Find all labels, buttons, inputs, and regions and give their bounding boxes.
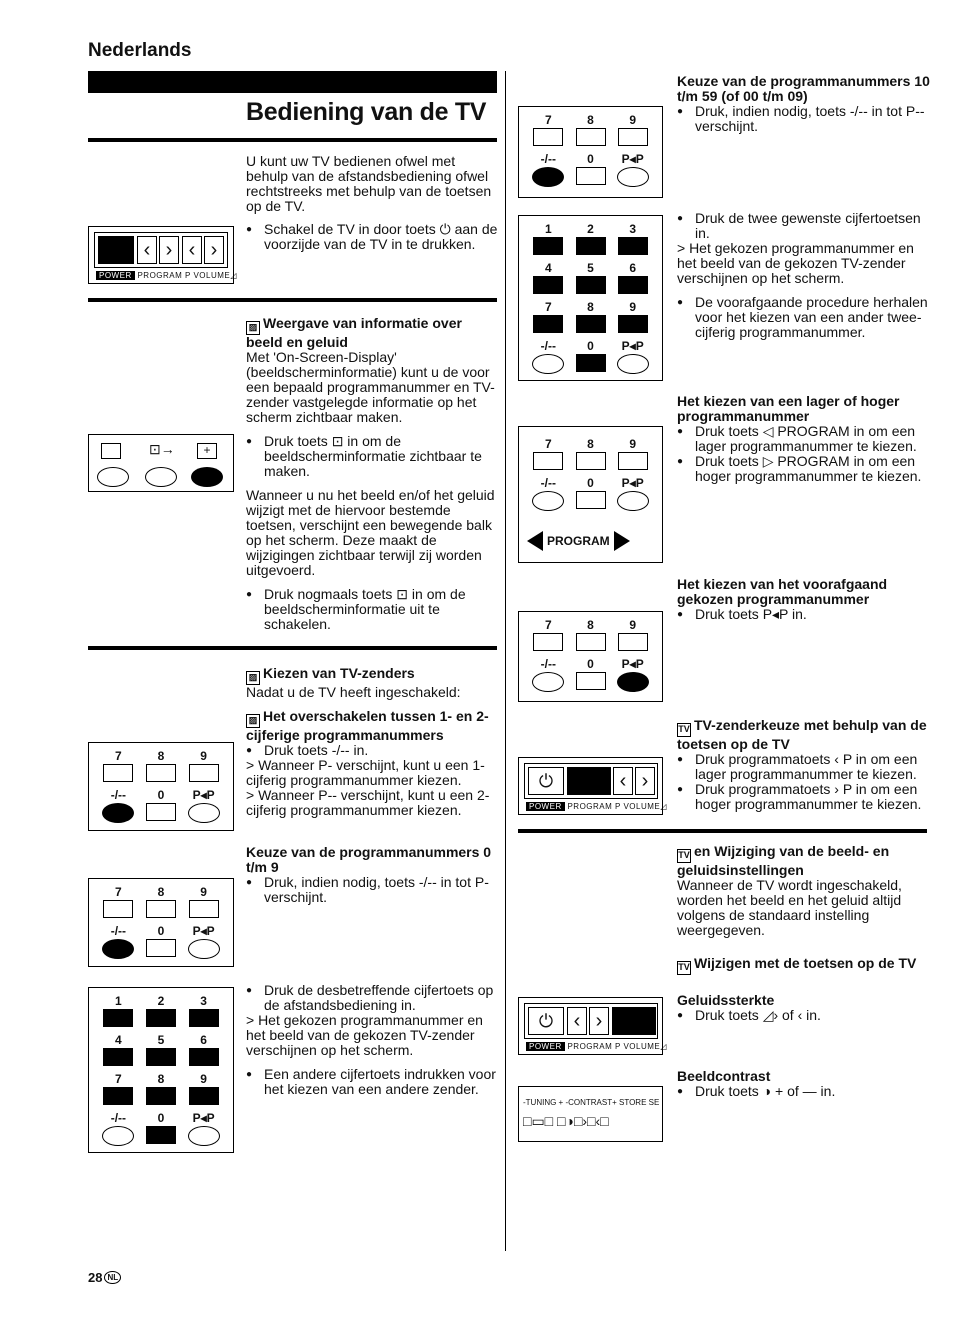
k09-section [246, 845, 498, 905]
key-label: 7 [544, 437, 552, 451]
remote-key[interactable] [618, 237, 648, 255]
page-number: 28 NL [88, 1270, 121, 1285]
contrast-section [677, 1069, 932, 1099]
keypad-small [88, 878, 234, 967]
key-label: -/-- [540, 476, 556, 490]
contrast-heading: Beeldcontrast [677, 1068, 771, 1084]
key-label: 1 [115, 994, 122, 1008]
select-section [246, 666, 498, 818]
remote-key[interactable] [146, 1009, 176, 1027]
oval-key[interactable] [532, 491, 564, 511]
key-label: P◂P [192, 788, 215, 802]
key-blank[interactable] [101, 443, 121, 459]
remote-key[interactable] [576, 672, 606, 690]
remote-key[interactable] [146, 939, 176, 957]
program-buttons [527, 531, 630, 551]
remote-key[interactable] [618, 315, 648, 333]
switch-result-1: > Wanneer P- verschijnt, kunt u een 1-cijferig programmanummer kiezen. [246, 757, 485, 788]
keypad-small [518, 611, 663, 702]
key-label: 9 [200, 885, 207, 899]
key-label: 6 [200, 1033, 207, 1047]
control-strip [518, 1086, 663, 1142]
key-label: P◂P [621, 152, 644, 166]
panel-button-row [524, 1003, 658, 1039]
key-label: -/-- [110, 788, 127, 802]
switch-result-2: > Wanneer P-- verschijnt, kunt u een 2-cijferig programmanummer kiezen. [246, 787, 490, 818]
program-label: PROGRAM [547, 534, 610, 548]
keypad-program [518, 426, 663, 563]
volume-down-button[interactable]: ‹ [567, 1007, 587, 1035]
key-label: 7 [544, 113, 552, 127]
volume-down-button[interactable]: ‹ [182, 236, 202, 264]
contrast-bullet: ● Druk toets ◑ + of — in. [677, 1084, 932, 1099]
program-block [567, 767, 611, 795]
oval-key[interactable] [102, 939, 134, 959]
osd-plus-key[interactable]: + [197, 443, 217, 459]
select-heading: ▨ Kiezen van TV-zenders [246, 666, 498, 685]
panel-button-row [524, 763, 658, 799]
remote-key[interactable] [533, 633, 563, 651]
intro-paragraph: U kunt uw TV bedienen ofwel met behulp van de afstandsbediening ofwel rechtstreeks met behulp van de toetsen op de TV. [246, 153, 492, 214]
key-label: 3 [200, 994, 207, 1008]
panel-caption: POWER PROGRAM P VOLUME◿ [96, 271, 237, 280]
strip-controls[interactable]: □▭□ □◑□›□‹□ [523, 1113, 609, 1129]
tvsel-heading: TV TV-zenderkeuze met behulp van de toetsen op de TV [677, 717, 927, 752]
panel-caption: POWER PROGRAM P VOLUME◿ [526, 802, 667, 811]
tv-select-section [677, 718, 932, 812]
remote-key[interactable] [576, 633, 606, 651]
previous-section [677, 577, 932, 622]
keypad-small [518, 106, 663, 198]
key-label: 7 [115, 885, 122, 899]
program-up-button[interactable] [614, 531, 630, 551]
remote-key[interactable] [618, 633, 648, 651]
k1059-heading: Keuze van de programmanummers 10 t/m 59 (of 00 t/m 09) [677, 73, 930, 104]
keypad-full [518, 215, 663, 381]
key-label: 2 [157, 994, 165, 1008]
key-label: 5 [157, 1033, 165, 1047]
intro-text [246, 154, 498, 252]
volume-block [612, 1007, 656, 1035]
lh-bullet-1: ● Druk toets ◁ PROGRAM in om een lager programmanummer te kiezen. [677, 424, 932, 454]
k09-heading: Keuze van de programmanummers 0 t/m 9 [246, 844, 492, 875]
remote-key[interactable] [146, 900, 176, 918]
panel-caption: POWER PROGRAM P VOLUME◿ [526, 1042, 667, 1051]
switch-icon: ▨ [246, 714, 260, 728]
lang-badge: NL [104, 1271, 121, 1284]
remote-key[interactable] [533, 315, 563, 333]
osd-remote [88, 434, 234, 492]
remote-key[interactable] [189, 1048, 219, 1066]
remote-key[interactable] [618, 128, 648, 146]
prev-heading: Het kiezen van het voorafgaand gekozen programmanummer [677, 576, 888, 607]
k1059-bullet: ● Druk, indien nodig, toets -/-- in tot P-- verschijnt. [677, 104, 932, 134]
oval-key[interactable] [617, 354, 649, 374]
key-label: 8 [157, 749, 165, 763]
program-down-button[interactable]: ‹ [137, 236, 157, 264]
program-down-button[interactable]: ‹ [613, 767, 633, 795]
digit-bullet-2: ● Een andere cijfertoets indrukken voor het kiezen van een andere zender. [246, 1067, 498, 1097]
key-label: -/-- [540, 339, 556, 353]
switch-heading: ▨ Het overschakelen tussen 1- en 2-cijferige programmanummers [246, 708, 489, 743]
power-button[interactable]: ⏻ [528, 1007, 564, 1035]
osd-body: Met 'On-Screen-Display' (beeldscherminformatie) kunt u de voor een bepaald programmanummer en TV-zender vastgelegde informatie op het scherm zichtbaar maken. [246, 349, 495, 425]
remote-key[interactable] [576, 167, 606, 185]
select-sub: Nadat u de TV heeft ingeschakeld: [246, 684, 461, 700]
remote-key[interactable] [189, 1009, 219, 1027]
program-up-button[interactable]: › [635, 767, 655, 795]
lower-higher-section [677, 394, 932, 484]
k1059-section [677, 74, 932, 134]
osd-heading: ▨ Weergave van informatie over beeld en geluid [246, 315, 462, 350]
key-label: 8 [587, 437, 594, 451]
key-label: P◂P [192, 924, 215, 938]
key-label: 8 [587, 113, 594, 127]
oval-key[interactable] [532, 672, 564, 692]
tv-icon: TV [677, 723, 691, 737]
remote-key[interactable] [533, 452, 563, 470]
tvsel-bullet-1: ● Druk programmatoets ‹ P in om een lager programmanummer te kiezen. [677, 752, 932, 782]
remote-key[interactable] [103, 900, 133, 918]
remote-key[interactable] [576, 315, 606, 333]
key-label: 8 [587, 300, 594, 314]
program-down-button[interactable] [527, 531, 543, 551]
key-label: 7 [544, 300, 552, 314]
key-label: 8 [157, 1072, 165, 1086]
key-label: 7 [115, 749, 122, 763]
key-label: 9 [629, 618, 637, 632]
volume-up-button[interactable]: › [589, 1007, 609, 1035]
oval-key[interactable] [102, 803, 134, 823]
two-digit-section [677, 211, 932, 340]
digit-section [246, 983, 498, 1097]
remote-key[interactable] [576, 354, 606, 372]
key-label: P◂P [621, 476, 644, 490]
page-title: Bediening van de TV [246, 98, 487, 126]
oval-key[interactable] [532, 167, 564, 187]
oval-key[interactable] [532, 354, 564, 374]
tv-icon: TV [677, 961, 691, 975]
power-button[interactable] [98, 236, 134, 264]
switch-bullet: ● Druk toets -/-- in. [246, 743, 498, 758]
panel-button-row [94, 232, 228, 268]
key-label: 3 [629, 222, 637, 236]
key-label: 9 [629, 113, 637, 127]
key-label: 7 [544, 618, 552, 632]
digit-bullet-1: ● Druk de desbetreffende cijfertoets op de afstandsbediening in. [246, 983, 498, 1013]
key-label: -/-- [110, 924, 127, 938]
key-label: 9 [629, 300, 637, 314]
oval-key[interactable] [188, 1126, 220, 1146]
osd-paragraph: Wanneer u nu het beeld en/of het geluid wijzigt met de hiervoor bestemde toetsen, verschijnt een bewegende balk op het scherm. Deze maakt de wijzigingen zichtbaar terwijl zij worden uitgevoerd. [246, 487, 495, 578]
remote-key[interactable] [103, 1048, 133, 1066]
oval-key[interactable] [188, 939, 220, 959]
key-label: 5 [587, 261, 594, 275]
header-bar [88, 71, 497, 93]
key-label: -/-- [540, 152, 556, 166]
column-divider [505, 71, 506, 1251]
key-label: 1 [544, 222, 552, 236]
key-label: 0 [587, 657, 594, 671]
remote-key[interactable] [146, 764, 176, 782]
program-up-button[interactable]: › [159, 236, 179, 264]
divider [88, 646, 497, 650]
osd-bullet-2: ● Druk nogmaals toets ⊡ in om de beeldscherminformatie uit te schakelen. [246, 587, 498, 632]
key-label: 2 [587, 222, 594, 236]
two-result: > Het gekozen programmanummer en het beeld van de gekozen TV-zender verschijnen op het scherm. [677, 240, 914, 286]
key-label: P◂P [192, 1111, 215, 1125]
tv-icon: TV [677, 849, 691, 863]
digit-result: > Het gekozen programmanummer en het beeld van de gekozen TV-zender verschijnen op het scherm. [246, 1012, 483, 1058]
key-label: 7 [115, 1072, 122, 1086]
key-label: 6 [629, 261, 637, 275]
divider [88, 298, 497, 302]
oval-key[interactable] [188, 803, 220, 823]
key-label: 9 [200, 1072, 207, 1086]
key-label: 0 [157, 1111, 165, 1125]
remote-key[interactable] [146, 1048, 176, 1066]
adjust-section [677, 844, 932, 1023]
two-bullet-1: ● Druk de twee gewenste cijfertoetsen in. [677, 211, 932, 241]
remote-key[interactable] [533, 276, 563, 294]
tvsel-bullet-2: ● Druk programmatoets › P in om een hoger programmanummer te kiezen. [677, 782, 932, 812]
key-label: 0 [587, 152, 594, 166]
strip-caption: -TUNING + -CONTRAST+ STORE SE [523, 1098, 660, 1107]
lh-bullet-2: ● Druk toets ▷ PROGRAM in om een hoger programmanummer te kiezen. [677, 454, 932, 484]
oval-key[interactable] [145, 467, 177, 487]
remote-key[interactable] [618, 276, 648, 294]
select-icon: ▨ [246, 671, 260, 685]
language-label: Nederlands [88, 40, 192, 61]
k09-bullet: ● Druk, indien nodig, toets -/-- in tot P- verschijnt. [246, 875, 498, 905]
power-button[interactable]: ⏻ [528, 767, 564, 795]
tv-front-panel [518, 997, 667, 1055]
power-bullet: ● Schakel de TV in door toets ⏻ aan de voorzijde van de TV in te drukken. [246, 222, 498, 252]
osd-icon: ▨ [246, 321, 260, 335]
adj-heading: TV en Wijziging van de beeld- en geluidsinstellingen [677, 843, 890, 878]
oval-key[interactable] [617, 491, 649, 511]
osd-key-pressed[interactable] [191, 467, 223, 487]
remote-key[interactable] [146, 1126, 176, 1144]
remote-key[interactable] [618, 452, 648, 470]
key-label: 0 [157, 788, 165, 802]
key-label: 8 [587, 618, 594, 632]
tvbtn-heading: TV Wijzigen met de toetsen op de TV [677, 956, 932, 975]
volume-up-button[interactable]: › [204, 236, 224, 264]
key-label: 9 [629, 437, 637, 451]
divider [88, 138, 497, 142]
volume-heading: Geluidssterkte [677, 992, 775, 1008]
remote-key[interactable] [189, 900, 219, 918]
tv-front-panel [518, 757, 667, 815]
oval-key[interactable] [617, 167, 649, 187]
remote-key[interactable] [576, 452, 606, 470]
osd-arrow-icon: ⊡→ [149, 441, 175, 457]
osd-bullet-1: ● Druk toets ⊡ in om de beeldscherminformatie zichtbaar te maken. [246, 434, 498, 479]
key-label: 4 [544, 261, 552, 275]
key-label: -/-- [110, 1111, 127, 1125]
key-label: 8 [157, 885, 165, 899]
tv-front-panel [88, 226, 237, 284]
oval-key[interactable] [102, 1126, 134, 1146]
remote-key[interactable] [103, 764, 133, 782]
key-label: 0 [587, 339, 594, 353]
adj-body: Wanneer de TV wordt ingeschakeld, worden het beeld en het geluid altijd volgens de standaard instelling weergegeven. [677, 877, 902, 938]
prev-bullet: ● Druk toets P◂P in. [677, 607, 932, 622]
remote-key[interactable] [189, 764, 219, 782]
remote-key[interactable] [576, 491, 606, 509]
osd-section [246, 316, 498, 632]
volume-bullet: ● Druk toets ◿› of ‹ in. [677, 1008, 932, 1023]
key-label: 0 [157, 924, 165, 938]
lh-heading: Het kiezen van een lager of hoger programmanummer [677, 393, 900, 424]
remote-key[interactable] [533, 237, 563, 255]
remote-key[interactable] [146, 803, 176, 821]
remote-key[interactable] [576, 237, 606, 255]
divider [518, 829, 927, 833]
key-label: 4 [115, 1033, 122, 1047]
remote-key[interactable] [576, 276, 606, 294]
key-label: 0 [587, 476, 594, 490]
key-label: P◂P [621, 339, 644, 353]
keypad-full [88, 987, 234, 1153]
key-label: -/-- [540, 657, 556, 671]
remote-key[interactable] [533, 128, 563, 146]
oval-key[interactable] [97, 467, 129, 487]
remote-key[interactable] [103, 1009, 133, 1027]
key-label: 9 [200, 749, 207, 763]
remote-key[interactable] [189, 1087, 219, 1105]
key-label: P◂P [621, 657, 644, 671]
remote-key[interactable] [576, 128, 606, 146]
remote-key[interactable] [103, 1087, 133, 1105]
remote-key[interactable] [146, 1087, 176, 1105]
oval-key[interactable] [617, 672, 649, 692]
keypad-small [88, 742, 234, 831]
two-bullet-2: ● De voorafgaande procedure herhalen voor het kiezen van een ander twee-cijferig programmanummer. [677, 295, 932, 340]
